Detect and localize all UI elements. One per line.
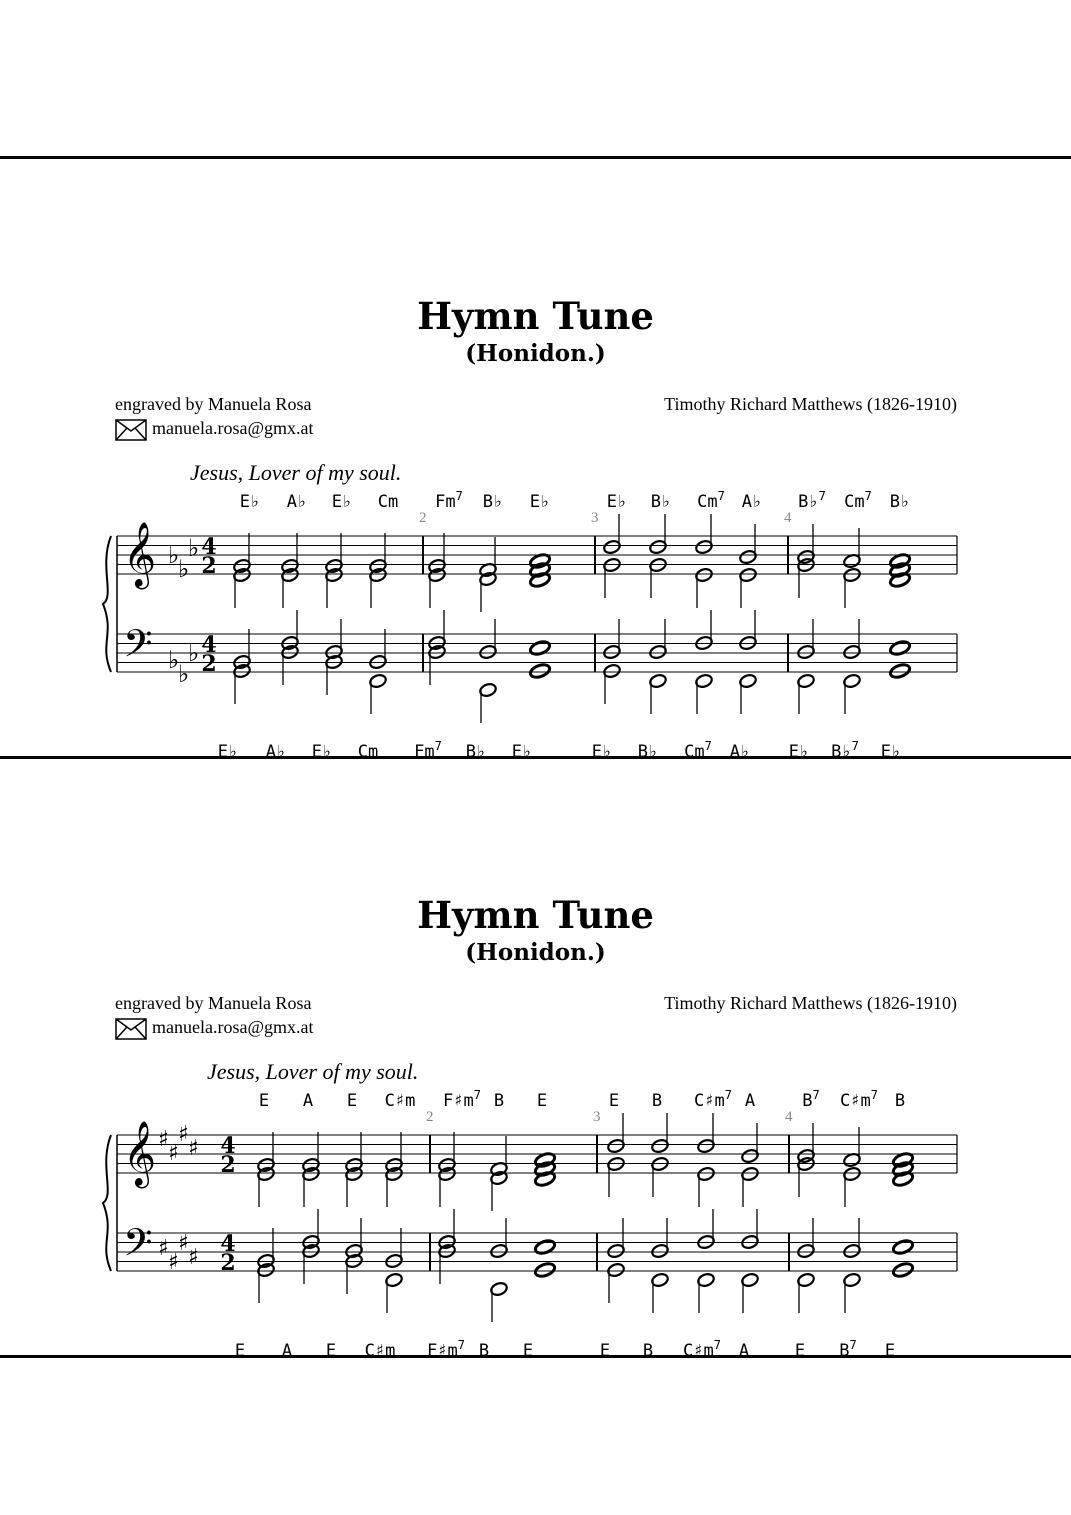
treble-clef: 𝄞 [123, 522, 157, 587]
bass-clef: 𝄢 [123, 1220, 153, 1274]
key-signature-accidental: ♯ [178, 1122, 189, 1147]
music-score [0, 599, 1071, 1356]
chord-symbol: B♭ [650, 492, 672, 512]
chord-symbol: B♭ [637, 742, 659, 757]
chord-symbol: A [738, 1341, 750, 1356]
time-signature-numerator: 4 [220, 1133, 236, 1159]
chord-symbol: A [302, 1091, 314, 1111]
chord-symbol: $B^7$ [802, 1088, 820, 1111]
chord-symbol: B [651, 1091, 663, 1111]
chord-symbol: E♭ [788, 742, 810, 757]
tune-name: Jesus, Lover of my soul. [207, 1059, 419, 1084]
time-signature-denominator: 2 [201, 651, 217, 677]
key-signature-accidental: ♭ [168, 646, 180, 674]
whole-note [534, 1238, 557, 1255]
time-signature-denominator: 2 [220, 1152, 236, 1178]
chord-extension: 7 [473, 1088, 481, 1102]
sheet-title: Hymn Tune [417, 294, 654, 338]
chord-symbol: E♭ [529, 492, 551, 512]
engraver-credit: engraved by Manuela Rosa [115, 993, 312, 1013]
chord-extension: 7 [864, 489, 872, 503]
chord-extension: 7 [724, 1088, 732, 1102]
measure-number: 4 [784, 510, 792, 526]
bass-clef: 𝄢 [123, 621, 153, 675]
chord-symbol: B♭ [482, 492, 504, 512]
sheet-title: Hymn Tune [417, 893, 654, 937]
key-signature-accidental: ♭ [178, 660, 190, 688]
measure-number: 2 [419, 510, 427, 526]
chord-symbol: E♭ [311, 742, 333, 757]
time-signature-numerator: 4 [220, 1231, 236, 1257]
chord-symbol: E♭ [606, 492, 628, 512]
time-signature-numerator: 4 [201, 632, 217, 658]
chord-symbol: E♭ [239, 492, 261, 512]
chord-symbol: $C♯m^7$ [694, 1088, 732, 1111]
chord-extension: 7 [704, 739, 712, 753]
engraver-email[interactable]: manuela.rosa@gmx.at [152, 418, 314, 438]
key-signature-accidental: ♯ [168, 1250, 179, 1275]
whole-note [892, 1261, 915, 1278]
key-signature-accidental: ♯ [178, 1231, 189, 1256]
chord-symbol: $B^7$ [839, 1338, 857, 1356]
chord-symbol: Cm$^7$ [844, 489, 872, 512]
chord-extension: 7 [870, 1088, 878, 1102]
chord-symbol: A♭ [265, 742, 287, 757]
chord-symbol: $C♯m^7$ [840, 1088, 878, 1111]
engraver-email[interactable]: manuela.rosa@gmx.at [152, 1017, 314, 1037]
chord-symbol: Fm$^7$ [435, 489, 463, 512]
key-signature-accidental: ♯ [158, 1236, 169, 1261]
chord-symbol: E♭ [591, 742, 613, 757]
chord-extension: 7 [455, 489, 463, 503]
measure-number: 3 [593, 1109, 601, 1125]
key-signature-accidental: ♯ [188, 1245, 199, 1270]
chord-symbol: E [794, 1341, 806, 1356]
chord-extension: 7 [851, 739, 859, 753]
chord-symbol: B♭ [889, 492, 911, 512]
treble-clef: 𝄞 [123, 1121, 157, 1186]
chord-symbol: A♭ [741, 492, 763, 512]
chord-symbol: A♭ [286, 492, 308, 512]
chord-symbol: E [325, 1341, 337, 1356]
key-signature-accidental: ♭ [188, 534, 200, 562]
chord-extension: 7 [713, 1338, 721, 1352]
chord-symbol: E♭ [217, 742, 239, 757]
chord-symbol: B [478, 1341, 490, 1356]
key-signature-accidental: ♭ [168, 541, 180, 569]
chord-symbol: $C♯m^7$ [683, 1338, 721, 1356]
chord-symbol: A [744, 1091, 756, 1111]
key-signature-accidental: ♯ [158, 1127, 169, 1152]
chord-symbol: Cm [357, 742, 379, 757]
chord-symbol: B [894, 1091, 906, 1111]
sheet-subtitle: (Honidon.) [465, 340, 606, 367]
chord-symbol: E [536, 1091, 548, 1111]
chord-symbol: E♭ [511, 742, 533, 757]
chord-symbol: E [346, 1091, 358, 1111]
chord-symbol: Fm$^7$ [414, 739, 442, 757]
sheet-subtitle: (Honidon.) [465, 939, 606, 966]
system-brace [103, 1135, 111, 1271]
chord-symbol: $F♯m^7$ [443, 1088, 481, 1111]
chord-symbol: E [522, 1341, 534, 1356]
chord-symbol: Cm [377, 492, 399, 512]
sheet-e-major [0, 599, 1071, 1356]
key-signature-accidental: ♯ [188, 1136, 199, 1161]
chord-symbol: C♯m [384, 1091, 416, 1111]
composer-credit: Timothy Richard Matthews (1826-1910) [664, 993, 957, 1013]
chord-symbol: B♭$^7$ [798, 489, 826, 512]
time-signature-numerator: 4 [201, 534, 217, 560]
chord-symbol: Cm$^7$ [684, 739, 712, 757]
key-signature-accidental: ♭ [178, 555, 190, 583]
tune-name: Jesus, Lover of my soul. [190, 460, 402, 485]
whole-note [534, 1261, 557, 1278]
chord-symbol: B [493, 1091, 505, 1111]
measure-number: 4 [785, 1109, 793, 1125]
chord-symbol: B♭$^7$ [831, 739, 859, 757]
chord-symbol: A [281, 1341, 293, 1356]
chord-symbol: E [608, 1091, 620, 1111]
chord-symbol: A♭ [729, 742, 751, 757]
chord-symbol: C♯m [364, 1341, 396, 1356]
chord-extension: 7 [434, 739, 442, 753]
chord-extension: 7 [818, 489, 826, 503]
chord-symbol: E [234, 1341, 246, 1356]
chord-extension: 7 [849, 1338, 857, 1352]
chord-symbol: E [258, 1091, 270, 1111]
measure-number: 3 [591, 510, 599, 526]
whole-note [892, 1238, 915, 1255]
chord-symbol: $F♯m^7$ [427, 1338, 465, 1356]
measure-number: 2 [426, 1109, 434, 1125]
chord-extension: 7 [812, 1088, 820, 1102]
chord-symbol: B♭ [465, 742, 487, 757]
chord-symbol: B [642, 1341, 654, 1356]
chord-extension: 7 [457, 1338, 465, 1352]
chord-symbol: E♭ [880, 742, 902, 757]
chord-symbol: E♭ [331, 492, 353, 512]
time-signature-denominator: 2 [201, 553, 217, 579]
key-signature-accidental: ♯ [168, 1141, 179, 1166]
engraver-credit: engraved by Manuela Rosa [115, 394, 312, 414]
chord-symbol: E [599, 1341, 611, 1356]
key-signature-accidental: ♭ [188, 639, 200, 667]
time-signature-denominator: 2 [220, 1250, 236, 1276]
composer-credit: Timothy Richard Matthews (1826-1910) [664, 394, 957, 414]
chord-symbol: E [884, 1341, 896, 1356]
chord-extension: 7 [717, 489, 725, 503]
chord-symbol: Cm$^7$ [697, 489, 725, 512]
